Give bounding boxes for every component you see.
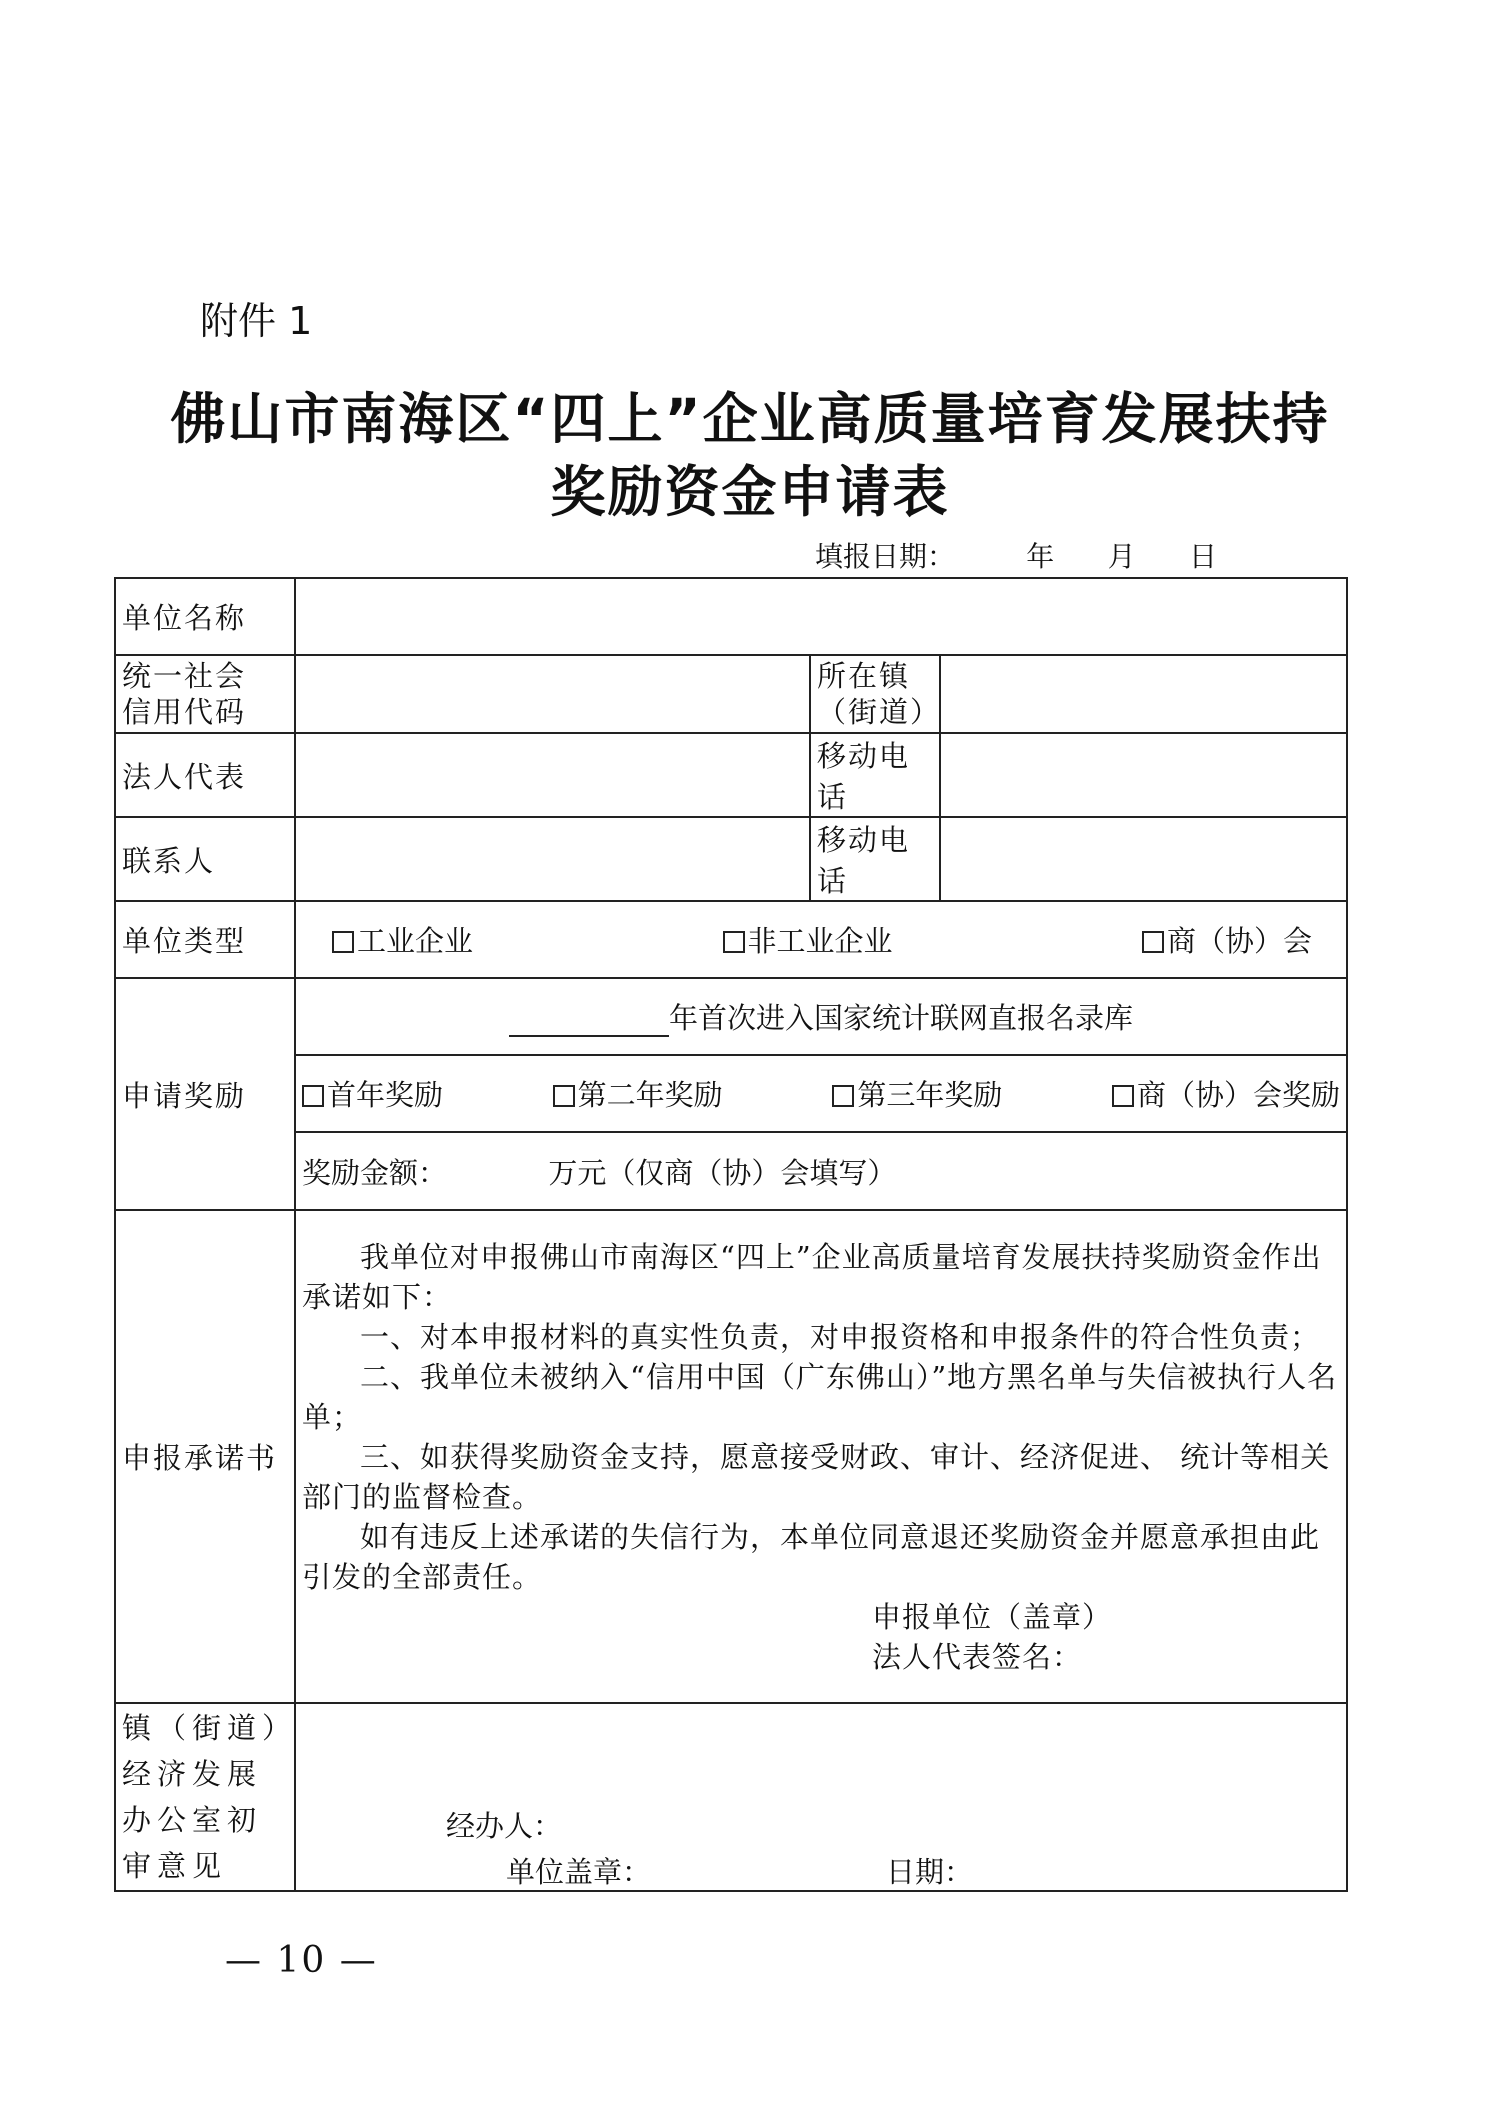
form-title-line1: 佛山市南海区“四上”企业高质量培育发展扶持 — [170, 387, 1330, 451]
form-title-line2: 奖励资金申请表 — [550, 460, 950, 524]
attachment-label: 附件 1 — [200, 299, 313, 343]
legal-rep-field[interactable] — [295, 733, 810, 817]
checkbox-icon[interactable] — [332, 931, 354, 953]
pledge-seal-line[interactable]: 申报单位（盖章） — [872, 1599, 1113, 1634]
page-number: — 10 — — [225, 1940, 378, 1981]
pledge-content — [295, 1210, 1347, 1703]
contact-label: 联系人 — [115, 817, 295, 901]
unit-type-option-non-industrial[interactable]: 非工业企业 — [723, 919, 893, 960]
review-label: 镇（街道）经济发展办公室初审意见 — [115, 1703, 295, 1891]
unit-name-label: 单位名称 — [115, 578, 295, 655]
pledge-paragraph: 三、如获得奖励资金支持，愿意接受财政、审计、经济促进、 统计等相关部门的监督检查。 — [302, 1439, 1331, 1514]
apply-award-label: 申请奖励 — [115, 978, 295, 1210]
review-handler[interactable]: 经办人： — [446, 1809, 563, 1843]
legal-rep-label: 法人代表 — [115, 733, 295, 817]
award-amount[interactable]: 奖励金额： 万元（仅商（协）会填写） — [295, 1132, 1347, 1210]
first-entry-year-blank[interactable] — [509, 1009, 669, 1037]
review-seal[interactable]: 单位盖章： — [506, 1855, 652, 1889]
checkbox-icon[interactable] — [553, 1085, 575, 1107]
pledge-sign-line[interactable]: 法人代表签名： — [872, 1639, 1083, 1674]
pledge-paragraph: 二、我单位未被纳入“信用中国（广东佛山）”地方黑名单与失信被执行人名单； — [302, 1359, 1338, 1434]
award-option-first-year[interactable]: 首年奖励 — [302, 1073, 443, 1114]
mobile-label-2: 移动电话 — [810, 817, 940, 901]
town-label: 所在镇 （街道） — [810, 655, 940, 733]
award-option-third-year[interactable]: 第三年奖励 — [832, 1073, 1002, 1114]
credit-code-label: 统一社会 信用代码 — [115, 655, 295, 733]
pledge-paragraph: 一、对本申报材料的真实性负责，对申报资格和申报条件的符合性负责； — [360, 1319, 1321, 1354]
fill-date: 填报日期： 年 月 日 — [815, 540, 1218, 573]
mobile-field-2[interactable] — [940, 817, 1347, 901]
credit-code-field[interactable] — [295, 655, 810, 733]
award-option-second-year[interactable]: 第二年奖励 — [553, 1073, 723, 1114]
review-date[interactable]: 日期： — [886, 1855, 974, 1889]
row-award-options — [115, 1055, 1347, 1132]
first-entry-text: 年首次进入国家统计联网直报名录库 — [669, 1001, 1134, 1035]
checkbox-icon[interactable] — [723, 931, 745, 953]
pledge-label: 申报承诺书 — [115, 1210, 295, 1703]
unit-type-option-association[interactable]: 商（协）会 — [1142, 919, 1312, 960]
row-legal-rep — [115, 733, 1347, 817]
row-first-entry — [115, 978, 1347, 1055]
row-pledge — [115, 1210, 1347, 1703]
row-unit-type — [115, 901, 1347, 978]
checkbox-icon[interactable] — [1142, 931, 1164, 953]
unit-name-field[interactable] — [295, 578, 1347, 655]
checkbox-icon[interactable] — [832, 1085, 854, 1107]
row-award-amount — [115, 1132, 1347, 1210]
unit-type-label: 单位类型 — [115, 901, 295, 978]
pledge-paragraph: 如有违反上述承诺的失信行为，本单位同意退还奖励资金并愿意承担由此引发的全部责任。 — [302, 1519, 1321, 1594]
checkbox-icon[interactable] — [1112, 1085, 1134, 1107]
row-contact — [115, 817, 1347, 901]
row-unit-name — [115, 578, 1347, 655]
award-option-association[interactable]: 商（协）会奖励 — [1112, 1073, 1340, 1114]
unit-type-option-industrial[interactable]: 工业企业 — [332, 919, 473, 960]
row-credit-code — [115, 655, 1347, 733]
mobile-label-1: 移动电话 — [810, 733, 940, 817]
checkbox-icon[interactable] — [302, 1085, 324, 1107]
review-content — [295, 1703, 1347, 1891]
contact-field[interactable] — [295, 817, 810, 901]
town-field[interactable] — [940, 655, 1347, 733]
mobile-field-1[interactable] — [940, 733, 1347, 817]
row-review — [115, 1703, 1347, 1891]
application-form-table — [114, 577, 1348, 1892]
pledge-paragraph: 我单位对申报佛山市南海区“四上”企业高质量培育发展扶持奖励资金作出承诺如下： — [302, 1239, 1322, 1314]
